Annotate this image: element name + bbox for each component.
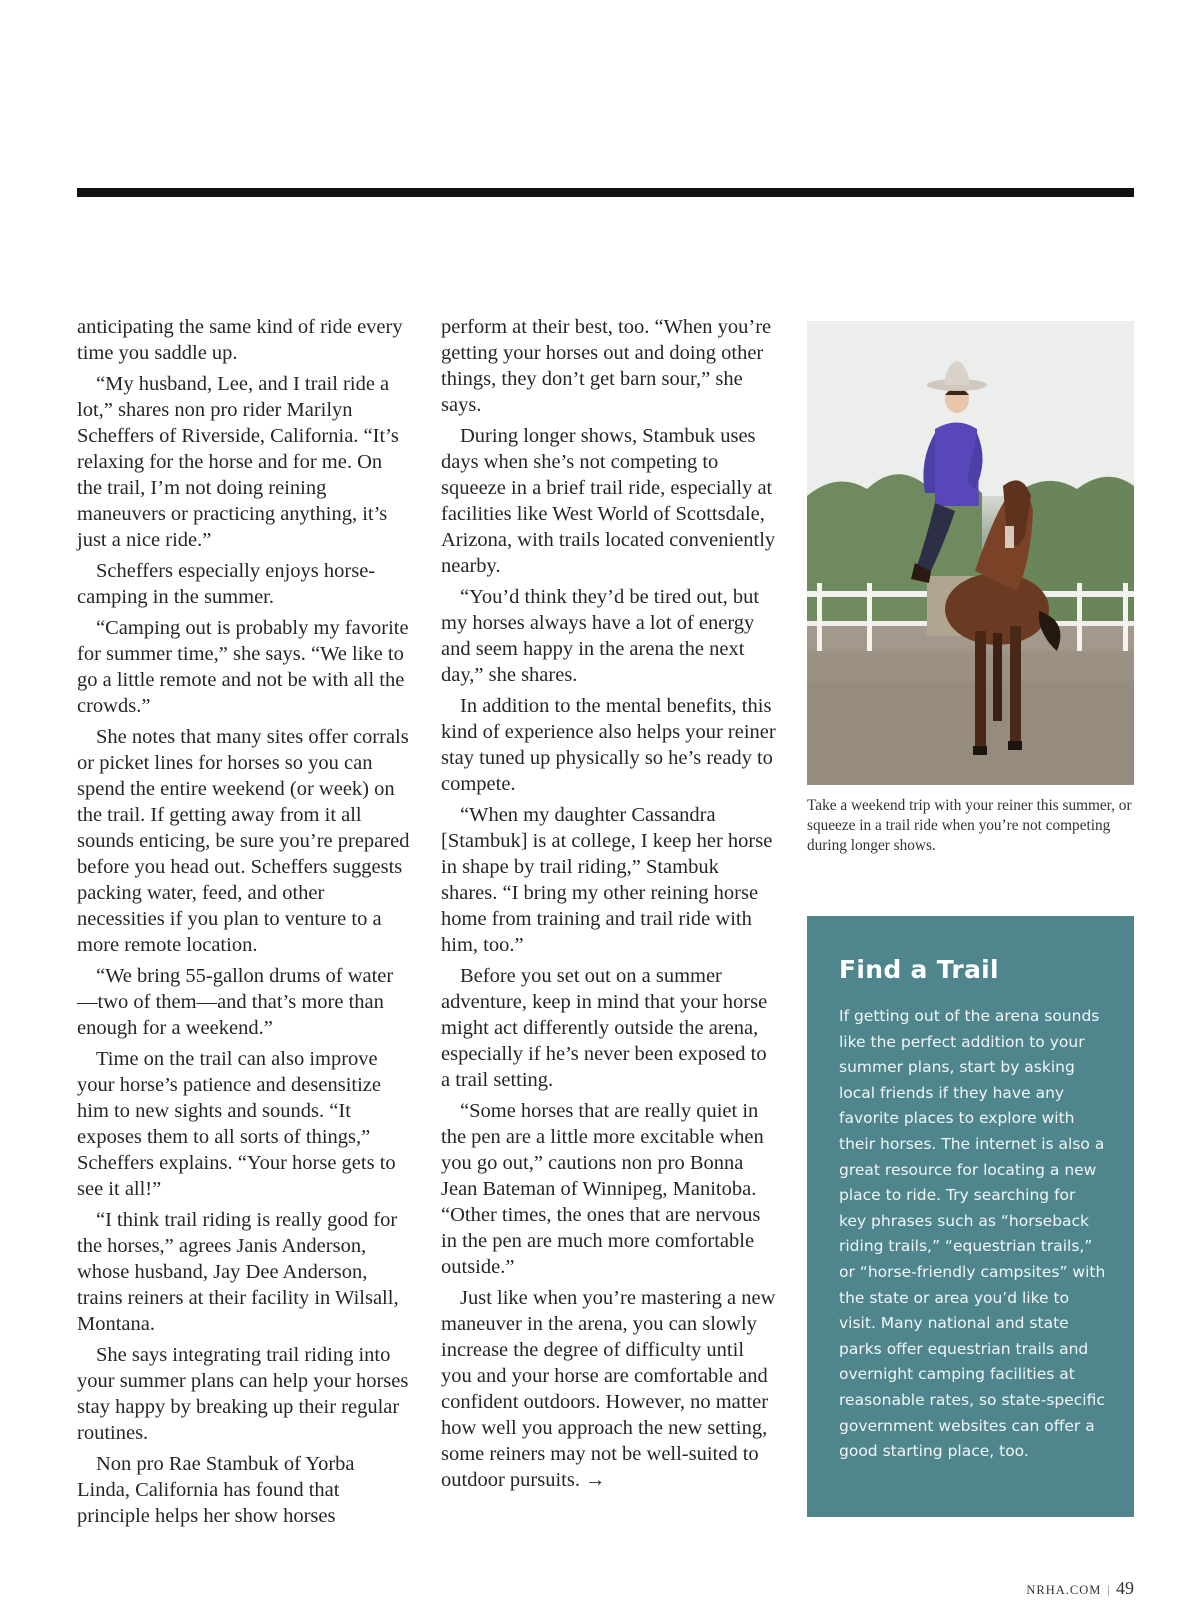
photo-caption: Take a weekend trip with your reiner this summer, or squeeze in a trail ride when you’re not competing during longer shows. — [807, 797, 1132, 854]
paragraph: “Camping out is probably my favorite for summer time,” she says. “We like to go a little remote and not be with all the crowds.” — [77, 617, 409, 717]
horse-rider-illustration — [807, 321, 1134, 785]
footer-site: NRHA.COM — [1026, 1583, 1102, 1597]
paragraph: “When my daughter Cassandra [Stambuk] is at college, I keep her horse in shape by trail riding,” Stambuk shares. “I bring my other reining horse home from training and trail ride with him, too.” — [441, 804, 773, 956]
paragraph: “You’d think they’d be tired out, but my horses always have a lot of energy and seem happy in the arena the next day,” she shares. — [441, 586, 760, 686]
paragraph: Just like when you’re mastering a new maneuver in the arena, you can slowly increase the degree of difficulty until you and your horse are comfortable and confident outdoors. However, no matter how well you approach the new setting, some reiners may not be well-suited to outdoor pursuits. → — [441, 1287, 776, 1491]
find-a-trail-sidebar — [807, 916, 1134, 1517]
header-rule — [77, 188, 1134, 197]
paragraph: She says integrating trail riding into your summer plans can help your horses stay happy by breaking up their regular routines. — [77, 1344, 409, 1444]
paragraph: Before you set out on a summer adventure, keep in mind that your horse might act differently outside the arena, especially if he’s never been exposed to a trail setting. — [441, 965, 768, 1091]
sidebar-body: If getting out of the arena sounds like the perfect addition to your summer plans, start by asking local friends if they have any favorite places to explore with their horses. The internet is also a great resource for locating a new place to ride. Try searching for key phrases such as “horseback riding trails,” “equestrian trails,” or “horse-friendly campsites” with the state or area you’d like to visit. Many national and state parks offer equestrian trails and overnight camping facilities at reasonable rates, so state-specific government websites can offer a good starting place, too. — [839, 1007, 1106, 1461]
horse-rider-photo — [807, 321, 1134, 785]
paragraph: She notes that many sites offer corrals or picket lines for horses so you can spend the entire weekend (or week) on the trail. If getting away from it all sounds enticing, be sure you’re prepared before you head out. Scheffers suggests packing water, feed, and other necessities if you plan to venture to a more remote location. — [77, 726, 410, 956]
paragraph: “My husband, Lee, and I trail ride a lot,” shares non pro rider Marilyn Scheffers of Riverside, California. “It’s relaxing for the horse and for me. On the trail, I’m not doing reining maneuvers or practicing anything, it’s just a nice ride.” — [77, 373, 399, 551]
sidebar-title: Find a Trail — [839, 955, 999, 984]
paragraph: anticipating the same kind of ride every time you saddle up. — [77, 316, 403, 364]
paragraph: Time on the trail can also improve your horse’s patience and desensitize him to new sights and sounds. “It exposes them to all sorts of things,” Scheffers explains. “Your horse gets to see it all!” — [77, 1048, 396, 1200]
article-column-1 — [77, 314, 412, 1534]
page-number: 49 — [1116, 1578, 1134, 1598]
paragraph: Scheffers especially enjoys horse-camping in the summer. — [77, 560, 376, 608]
paragraph: In addition to the mental benefits, this kind of experience also helps your reiner stay tuned up physically so he’s ready to compete. — [441, 695, 776, 795]
paragraph: “Some horses that are really quiet in the pen are a little more excitable when you go out,” cautions non pro Bonna Jean Bateman of Winnipeg, Manitoba. “Other times, the ones that are nervous in the pen are much more comfortable outside.” — [441, 1100, 764, 1278]
paragraph: During longer shows, Stambuk uses days when she’s not competing to squeeze in a brief trail ride, especially at facilities like West World of Scottsdale, Arizona, with trails located conveniently nearby. — [441, 425, 776, 577]
page-footer — [1026, 1578, 1134, 1599]
paragraph: “We bring 55-gallon drums of water—two of them—and that’s more than enough for a weekend.” — [77, 965, 394, 1039]
article-column-2 — [441, 314, 776, 1498]
paragraph: “I think trail riding is really good for the horses,” agrees Janis Anderson, whose husband, Jay Dee Anderson, trains reiners at their facility in Wilsall, Montana. — [77, 1209, 399, 1335]
footer-separator: | — [1107, 1582, 1110, 1597]
paragraph: perform at their best, too. “When you’re getting your horses out and doing other things, they don’t get barn sour,” she says. — [441, 316, 772, 416]
paragraph: Non pro Rae Stambuk of Yorba Linda, California has found that principle helps her show horses — [77, 1453, 355, 1527]
